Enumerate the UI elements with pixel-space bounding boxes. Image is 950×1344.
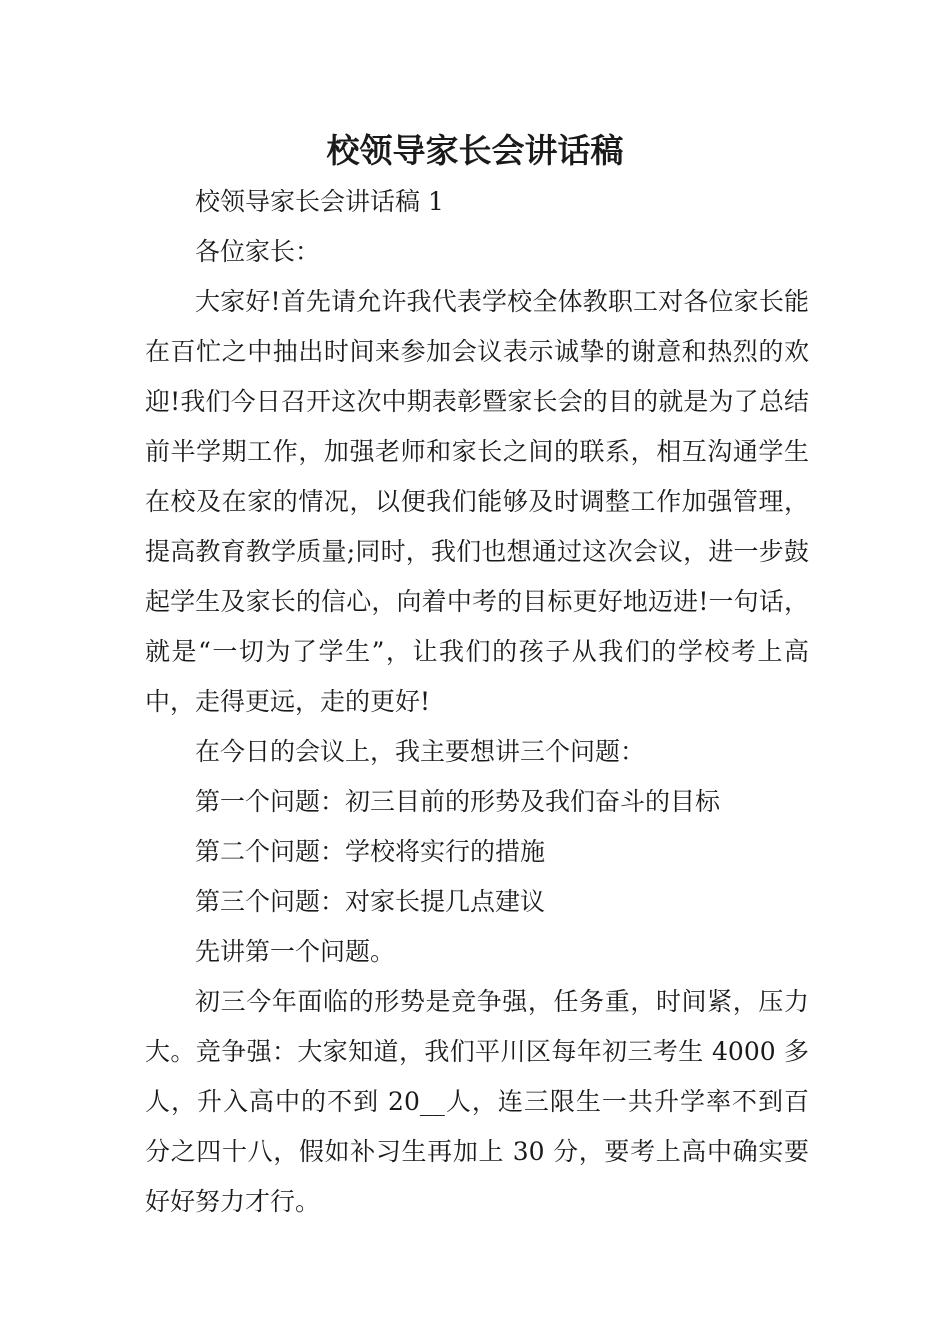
document-body (145, 177, 809, 1227)
paragraph-topic-1: 第一个问题：初三目前的形势及我们奋斗的目标 (195, 787, 721, 816)
document-title: 校领导家长会讲话稿 (326, 131, 624, 170)
paragraph-greeting: 大家好!首先请允许我代表学校全体教职工对各位家长能在百忙之中抽出时间来参加会议表示诚挚的谢意和热烈的欢迎!我们今日召开这次中期表彰暨家长会的目的就是为了总结前半学期工作，加强老师和家长之间的联系，相互沟通学生在校及在家的情况，以便我们能够及时调整工作加强管理，提高教育教学质量;同时，我们也想通过这次会议，进一步鼓起学生及家长的信心，向着中考的目标更好地迈进!一句话，就是“一切为了学生”，让我们的孩子从我们的学校考上高中，走得更远，走的更好! (145, 287, 809, 716)
paragraph-situation: 初三今年面临的形势是竞争强，任务重，时间紧，压力大。竞争强：大家知道，我们平川区每年初三考生 4000 多人，升入高中的不到 20__人，连三限生一共升学率不到百分之四十八，假如补习生再加上 30 分，要考上高中确实要好好努力才行。 (145, 987, 809, 1216)
paragraph-subtitle: 校领导家长会讲话稿 1 (195, 187, 444, 216)
paragraph-first-topic-start: 先讲第一个问题。 (195, 937, 396, 966)
paragraph-salutation: 各位家长： (195, 237, 321, 266)
paragraph-intro-topics: 在今日的会议上，我主要想讲三个问题： (195, 737, 646, 766)
paragraph-topic-2: 第二个问题：学校将实行的措施 (195, 837, 546, 866)
paragraph-topic-3: 第三个问题：对家长提几点建议 (195, 887, 546, 916)
